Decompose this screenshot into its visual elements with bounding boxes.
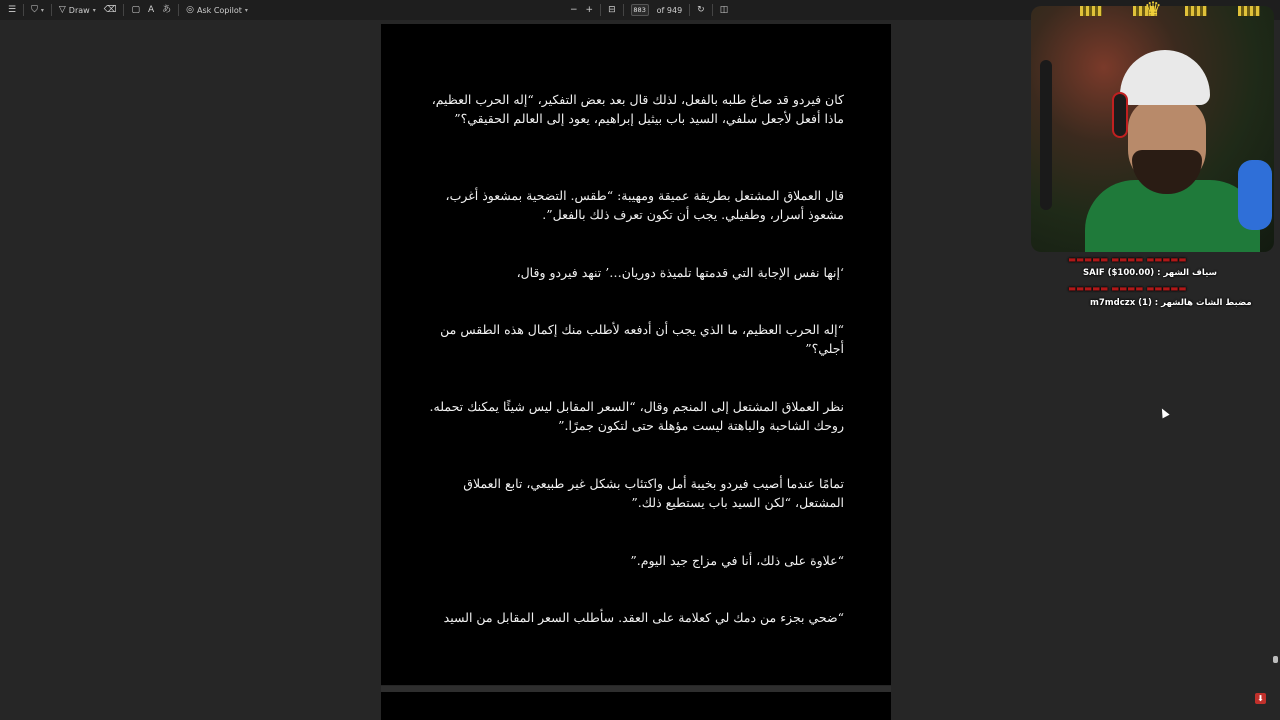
fit-page-button[interactable] bbox=[604, 1, 620, 19]
highlight-button[interactable] bbox=[27, 1, 48, 19]
paragraph: تمامًا عندما أصيب فيردو بخيبة أمل واكتئاب بشكل غير طبيعي، تابع العملاق المشتعل، “لكن السيد باب يستطيع ذلك.” bbox=[463, 476, 844, 510]
zoom-in-button[interactable] bbox=[582, 1, 598, 19]
draw-icon: ▽ bbox=[58, 4, 66, 15]
divider bbox=[123, 4, 124, 16]
page-number-input[interactable]: 883 bbox=[631, 4, 649, 16]
paragraph: ‘إنها نفس الإجابة التي قدمتها تلميذة دوريان…’ تنهد فيردو وقال، bbox=[516, 265, 844, 280]
paragraph: “ضحي بجزء من دمك لي كعلامة على العقد. سأطلب السعر المقابل من السيد bbox=[443, 610, 844, 625]
paragraph: “علاوة على ذلك، أنا في مزاج جيد اليوم.” bbox=[630, 553, 844, 568]
divider bbox=[23, 4, 24, 16]
copilot-icon: ◎ bbox=[186, 4, 194, 15]
frame-pattern bbox=[1238, 6, 1260, 16]
page-total: of 949 bbox=[656, 5, 683, 15]
chevron-down-icon: ▾ bbox=[92, 6, 96, 14]
fit-page-icon: ⊟ bbox=[608, 4, 616, 15]
text-box-icon: ▢ bbox=[131, 4, 140, 15]
text-button[interactable] bbox=[127, 1, 144, 19]
pdf-page bbox=[381, 24, 891, 685]
eraser-icon: ⌫ bbox=[103, 4, 117, 15]
translate-icon: あ bbox=[162, 4, 172, 15]
read-aloud-icon: A bbox=[147, 4, 155, 15]
divider bbox=[689, 4, 690, 16]
pdf-icon[interactable]: ⬇ bbox=[1255, 693, 1266, 704]
top-chatter-alert: m7mdczx (1) : مضبط الشات هالشهر bbox=[1090, 298, 1252, 308]
page-number-field[interactable] bbox=[627, 1, 653, 19]
list-icon: ☰ bbox=[8, 4, 17, 15]
ask-copilot-button[interactable] bbox=[182, 1, 252, 19]
frame-pattern bbox=[1185, 6, 1207, 16]
page-view-icon: ◫ bbox=[719, 4, 729, 15]
read-aloud-button[interactable] bbox=[144, 1, 158, 19]
alert-line-faded: ▬▬▬▬▬ ▬▬▬▬ ▬▬▬▬▬ bbox=[1068, 284, 1187, 294]
paragraph: قال العملاق المشتعل بطريقة عميقة ومهيبة: “طقس. التضحية بمشعوذ أغرب، مشعوذ أسرار، وطفيلي. يجب أن تكون تعرف ذلك بالفعل”. bbox=[445, 188, 844, 222]
alert-line-faded: ▬▬▬▬▬ ▬▬▬▬ ▬▬▬▬▬ bbox=[1068, 255, 1187, 265]
contents-button[interactable] bbox=[4, 1, 20, 19]
highlighter-icon: ⛉ bbox=[31, 4, 38, 15]
translate-button[interactable] bbox=[158, 1, 175, 19]
next-pdf-page bbox=[381, 692, 891, 720]
divider bbox=[600, 4, 601, 16]
chevron-down-icon: ▾ bbox=[244, 6, 248, 14]
rotate-button[interactable] bbox=[693, 1, 709, 19]
rotate-icon: ↻ bbox=[697, 4, 705, 15]
microphone-arm bbox=[1040, 60, 1052, 210]
page-view-button[interactable] bbox=[716, 1, 733, 19]
erase-button[interactable] bbox=[100, 1, 121, 19]
scrollbar-thumb[interactable] bbox=[1273, 656, 1278, 663]
zoom-in-icon: + bbox=[585, 4, 594, 15]
mouse-cursor-icon bbox=[1158, 407, 1169, 419]
draw-button[interactable] bbox=[55, 1, 100, 19]
chevron-down-icon: ▾ bbox=[40, 6, 44, 14]
paragraph: كان فيردو قد صاغ طلبه بالفعل، لذلك قال بعد بعض التفكير، “إله الحرب العظيم، ماذا أفعل لأجعل سلفي، السيد باب بيثيل إبراهيم، يعود إلى العالم الحقيقي؟” bbox=[431, 92, 844, 126]
top-donor-alert: SAIF ($100.00) : سياف الشهر bbox=[1083, 268, 1217, 278]
controller-icon bbox=[1238, 160, 1272, 230]
paragraph: “إله الحرب العظيم، ما الذي يجب أن أدفعه لأطلب منك إكمال هذه الطقس من أجلي؟” bbox=[440, 322, 844, 356]
headset-icon bbox=[1112, 92, 1128, 138]
toolbar-center-group bbox=[566, 1, 732, 19]
ask-copilot-label: Ask Copilot bbox=[197, 5, 242, 15]
zoom-out-icon: − bbox=[570, 4, 578, 15]
draw-label: Draw bbox=[68, 5, 90, 15]
toolbar-left-group bbox=[4, 1, 252, 19]
crown-icon: ♛ bbox=[1144, 0, 1162, 21]
frame-pattern bbox=[1080, 6, 1102, 16]
divider bbox=[51, 4, 52, 16]
divider bbox=[623, 4, 624, 16]
divider bbox=[712, 4, 713, 16]
paragraph: نظر العملاق المشتعل إلى المنجم وقال، “السعر المقابل ليس شيئًا يمكنك تحمله. روحك الشاحبة والباهتة ليست مؤهلة حتى لتكون جمرًا.” bbox=[429, 399, 844, 433]
zoom-out-button[interactable] bbox=[566, 1, 582, 19]
divider bbox=[178, 4, 179, 16]
